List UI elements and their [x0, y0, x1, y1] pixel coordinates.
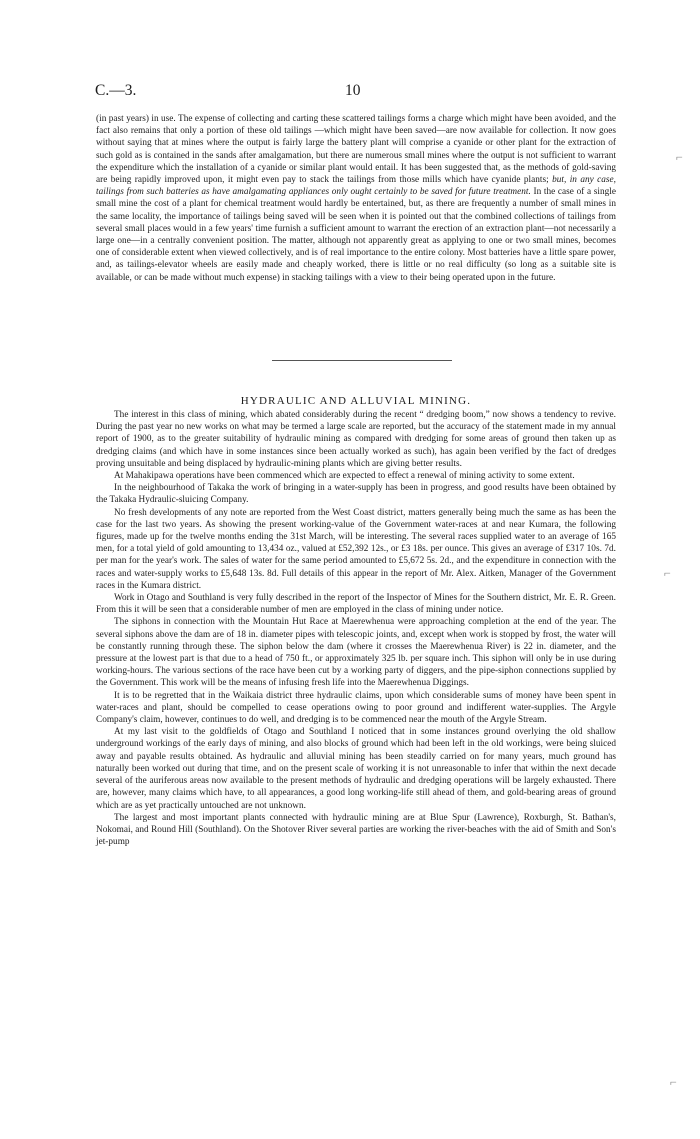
paragraph: It is to be regretted that in the Waikaia district three hydraulic claims, upon which considerable sums of money have been spent in water-races and plant, should be compelled to cease operations owing to poor ground and indifferent water-supplies. The Argyle Company's claim, however, continues to do well, and dredging is to be commenced near the mouth of the Argyle Stream. — [96, 690, 616, 726]
section-reference: C.—3. — [95, 82, 137, 99]
paragraph: In the neighbourhood of Takaka the work of bringing in a water-supply has been in progress, and good results have been obtained by the Takaka Hydraulic-sluicing Company. — [96, 483, 616, 506]
margin-mark: ⌐ — [664, 566, 671, 580]
paragraph: The largest and most important plants connected with hydraulic mining are at Blue Spur (Lawrence), Roxburgh, St. Bathan's, Nokomai, and Round Hill (Southland). On the Shotover River several parties are working the river-beaches with the aid of Smith and Son's jet-pump — [96, 812, 616, 848]
intro-paragraph — [96, 113, 616, 284]
page-header — [95, 82, 630, 102]
section-heading: HYDRAULIC AND ALLUVIAL MINING. — [240, 395, 472, 407]
paragraph: No fresh developments of any note are reported from the West Coast district, matters generally being much the same as has been the case for the last two years. As showing the present working-value of the Government water-races at and near Kumara, the following figures, made up for the twelve months ending the 31st March, will be interesting. The several races supplied water to an average of 165 men, for a total yield of gold amounting to 13,434 oz., valued at £52,392 12s., or £3 18s. per ounce. This gives an average of £317 10s. 7d. per man for the year's work. The sales of water for the same period amounted to £5,672 5s. 2d., and the expenditure in connection with the races and water-supply works to £5,648 13s. 8d. Full details of this appear in the report of Mr. Alex. Aitken, Manager of the Government races in the Kumara district. — [96, 507, 616, 591]
paragraph: The interest in this class of mining, which abated considerably during the recent “ dredging boom,” now shows a tendency to revive. During the past year no new works on what may be termed a large scale are reported, but the accuracy of the statement made in my annual report of 1900, as to the greater suitability of hydraulic mining as compared with dredging for some areas of ground then taken up as dredging claims (and which have in some instances since been actually worked as such), has again been verified by the fact of dredges proving unsuitable and being displaced by hydraulic-mining plants which are giving better results. — [96, 410, 616, 469]
paragraph: At Mahakipawa operations have been commenced which are expected to effect a renewal of mining activity to some extent. — [114, 471, 575, 482]
margin-mark: ⌐ — [676, 150, 683, 164]
intro-italic-passage: but, in any case, tailings from such batteries as have amalgamating appliances only ought certainly to be saved for future treatment. — [96, 175, 616, 198]
page-number: 10 — [345, 82, 361, 99]
paragraph: At my last visit to the goldfields of Otago and Southland I noticed that in some instances ground overlying the old shallow underground workings of the early days of mining, and also blocks of ground which had been left in the old workings, were being sluiced away and payable results obtained. As hydraulic and alluvial mining has been steadily carried on for many years, much ground has naturally been worked out during that time, and on the present scale of working it is not unreasonable to infer that within the next decade several of the auriferous areas now available to the present methods of hydraulic and dredging operations will be largely exhausted. There are, however, many claims which have, to all appearances, a good long working-life still ahead of them, and gold-bearing areas of ground which are as yet practically untouched are not unknown. — [96, 727, 616, 811]
intro-part-1: (in past years) in use. The expense of collecting and carting these scattered tailings forms a charge which might have been avoided, and the fact also remains that only a portion of these old tailings —which might have been saved—are now available for collection. It now goes without saying that at mines where the output is fairly large the battery plant will comprise a cyanide or other plant for the extraction of such gold as is contained in the sands after amalgamation, but there are numerous small mines where the output is not sufficient to warrant the expenditure which the installation of a cyanide or similar plant would entail. It has been suggested that, as the methods of gold-saving are being rapidly improved upon, it might even pay to stack the tailings from those mills which have cyanide plants; — [96, 114, 616, 186]
intro-text-block — [96, 113, 616, 284]
paragraph: The siphons in connection with the Mountain Hut Race at Maerewhenua were approaching completion at the end of the year. The several siphons above the dam are of 18 in. diameter pipes with telescopic joints, and, except when work is stopped by frost, the water will be constantly running through these. The siphon below the dam (where it crosses the Maerewhenua River) is 22 in. diameter, and the pressure at the lowest part is that due to a head of 750 ft., or approximately 325 lb. per square inch. This siphon will only be in use during working-hours. The various sections of the race have been cut by a working party of diggers, and the pipe-siphon connections supplied by the Government. This work will be the means of infusing fresh life into the Maerewhenua Diggings. — [96, 617, 616, 689]
intro-part-2: In the case of a single small mine the cost of a plant for chemical treatment would hardly be entertained, but, as there are frequently a number of small mines in the same locality, the importance of tailings being saved will be seen when it is pointed out that the combined collections of tailings from several small places would in a few years' time furnish a sufficient amount to warrant the erection of an extraction plant—not necessarily a large one—in a centrally convenient position. The matter, although not apparently great as applying to one or two small mines, becomes one of considerable extent when viewed collectively, and is of real importance to the entire colony. Most batteries have a little spare power, and, as tailings-elevator wheels are easily made and cheaply worked, there is little or no real difficulty (so long as a suitable site is available, or can be made without much expense) in stacking tailings with a view to their being operated upon in the future. — [96, 187, 616, 283]
section-text-block — [96, 409, 616, 848]
paragraph: Work in Otago and Southland is very fully described in the report of the Inspector of Mines for the Southern district, Mr. E. R. Green. From this it will be seen that a considerable number of men are employed in the class of mining under notice. — [96, 593, 616, 616]
margin-mark: ⌐ — [670, 1075, 677, 1089]
section-divider — [272, 360, 452, 361]
